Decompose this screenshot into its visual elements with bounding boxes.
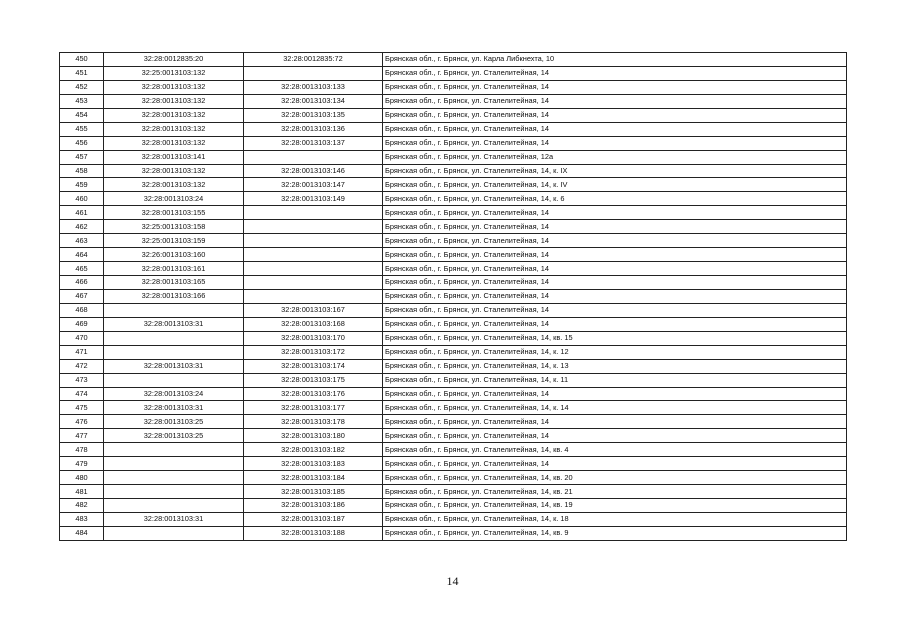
object-number-cell bbox=[244, 289, 383, 303]
address-cell: Брянская обл., г. Брянск, ул. Сталелитейная, 14, кв. 9 bbox=[383, 526, 847, 540]
address-cell: Брянская обл., г. Брянск, ул. Сталелитейная, 14 bbox=[383, 262, 847, 276]
address-cell: Брянская обл., г. Брянск, ул. Сталелитейная, 14 bbox=[383, 234, 847, 248]
table-row bbox=[60, 178, 847, 192]
address-cell: Брянская обл., г. Брянск, ул. Сталелитейная, 14, кв. 4 bbox=[383, 443, 847, 457]
table-row bbox=[60, 206, 847, 220]
object-number-cell: 32:28:0013103:186 bbox=[244, 499, 383, 513]
address-cell: Брянская обл., г. Брянск, ул. Сталелитейная, 12а bbox=[383, 150, 847, 164]
row-number-cell: 457 bbox=[60, 150, 104, 164]
object-number-cell: 32:28:0013103:172 bbox=[244, 345, 383, 359]
cadastral-number-cell: 32:28:0013103:31 bbox=[104, 512, 244, 526]
address-cell: Брянская обл., г. Брянск, ул. Сталелитейная, 14 bbox=[383, 136, 847, 150]
object-number-cell: 32:28:0013103:136 bbox=[244, 122, 383, 136]
object-number-cell: 32:28:0012835:72 bbox=[244, 53, 383, 67]
row-number-cell: 471 bbox=[60, 345, 104, 359]
table-row bbox=[60, 150, 847, 164]
table-row bbox=[60, 415, 847, 429]
table-row bbox=[60, 122, 847, 136]
object-number-cell: 32:28:0013103:185 bbox=[244, 485, 383, 499]
address-cell: Брянская обл., г. Брянск, ул. Сталелитейная, 14, к. 6 bbox=[383, 192, 847, 206]
row-number-cell: 477 bbox=[60, 429, 104, 443]
row-number-cell: 474 bbox=[60, 387, 104, 401]
table-row bbox=[60, 429, 847, 443]
table-row bbox=[60, 80, 847, 94]
row-number-cell: 476 bbox=[60, 415, 104, 429]
address-cell: Брянская обл., г. Брянск, ул. Сталелитейная, 14 bbox=[383, 289, 847, 303]
object-number-cell: 32:28:0013103:182 bbox=[244, 443, 383, 457]
table-row bbox=[60, 331, 847, 345]
cadastral-number-cell: 32:28:0013103:165 bbox=[104, 276, 244, 290]
row-number-cell: 460 bbox=[60, 192, 104, 206]
address-cell: Брянская обл., г. Брянск, ул. Сталелитейная, 14 bbox=[383, 387, 847, 401]
row-number-cell: 468 bbox=[60, 303, 104, 317]
table-row bbox=[60, 192, 847, 206]
row-number-cell: 450 bbox=[60, 53, 104, 67]
row-number-cell: 458 bbox=[60, 164, 104, 178]
table-row bbox=[60, 289, 847, 303]
row-number-cell: 470 bbox=[60, 331, 104, 345]
row-number-cell: 454 bbox=[60, 108, 104, 122]
cadastral-number-cell: 32:25:0013103:132 bbox=[104, 66, 244, 80]
cadastral-number-cell bbox=[104, 345, 244, 359]
address-cell: Брянская обл., г. Брянск, ул. Сталелитейная, 14, кв. 15 bbox=[383, 331, 847, 345]
object-number-cell: 32:28:0013103:187 bbox=[244, 512, 383, 526]
cadastral-number-cell bbox=[104, 526, 244, 540]
table-row bbox=[60, 373, 847, 387]
cadastral-number-cell: 32:28:0013103:132 bbox=[104, 136, 244, 150]
object-number-cell bbox=[244, 276, 383, 290]
table-row bbox=[60, 276, 847, 290]
object-number-cell bbox=[244, 206, 383, 220]
address-cell: Брянская обл., г. Брянск, ул. Сталелитейная, 14 bbox=[383, 66, 847, 80]
address-cell: Брянская обл., г. Брянск, ул. Сталелитейная, 14, к. IX bbox=[383, 164, 847, 178]
cadastral-number-cell bbox=[104, 331, 244, 345]
table-row bbox=[60, 66, 847, 80]
cadastral-number-cell bbox=[104, 457, 244, 471]
object-number-cell bbox=[244, 150, 383, 164]
object-number-cell: 32:28:0013103:134 bbox=[244, 94, 383, 108]
row-number-cell: 467 bbox=[60, 289, 104, 303]
address-cell: Брянская обл., г. Брянск, ул. Сталелитейная, 14, к. 13 bbox=[383, 359, 847, 373]
cadastral-number-cell: 32:28:0013103:31 bbox=[104, 317, 244, 331]
object-number-cell: 32:28:0013103:183 bbox=[244, 457, 383, 471]
row-number-cell: 465 bbox=[60, 262, 104, 276]
row-number-cell: 452 bbox=[60, 80, 104, 94]
address-cell: Брянская обл., г. Брянск, ул. Сталелитейная, 14, кв. 20 bbox=[383, 471, 847, 485]
object-number-cell bbox=[244, 220, 383, 234]
table-row bbox=[60, 499, 847, 513]
object-number-cell: 32:28:0013103:170 bbox=[244, 331, 383, 345]
cadastral-number-cell: 32:28:0013103:132 bbox=[104, 80, 244, 94]
table-row bbox=[60, 220, 847, 234]
cadastral-number-cell bbox=[104, 485, 244, 499]
object-number-cell bbox=[244, 248, 383, 262]
row-number-cell: 481 bbox=[60, 485, 104, 499]
cadastral-number-cell: 32:25:0013103:159 bbox=[104, 234, 244, 248]
object-number-cell: 32:28:0013103:133 bbox=[244, 80, 383, 94]
cadastral-number-cell bbox=[104, 303, 244, 317]
table-row bbox=[60, 262, 847, 276]
object-number-cell: 32:28:0013103:176 bbox=[244, 387, 383, 401]
row-number-cell: 479 bbox=[60, 457, 104, 471]
row-number-cell: 475 bbox=[60, 401, 104, 415]
address-cell: Брянская обл., г. Брянск, ул. Сталелитейная, 14, к. 14 bbox=[383, 401, 847, 415]
object-number-cell: 32:28:0013103:180 bbox=[244, 429, 383, 443]
address-cell: Брянская обл., г. Брянск, ул. Сталелитейная, 14, кв. 21 bbox=[383, 485, 847, 499]
address-cell: Брянская обл., г. Брянск, ул. Сталелитейная, 14 bbox=[383, 317, 847, 331]
table-row bbox=[60, 512, 847, 526]
row-number-cell: 484 bbox=[60, 526, 104, 540]
cadastral-number-cell: 32:28:0013103:155 bbox=[104, 206, 244, 220]
cadastral-number-cell: 32:28:0013103:132 bbox=[104, 94, 244, 108]
table-row bbox=[60, 303, 847, 317]
address-cell: Брянская обл., г. Брянск, ул. Сталелитейная, 14 bbox=[383, 122, 847, 136]
table-row bbox=[60, 457, 847, 471]
table-row bbox=[60, 136, 847, 150]
cadastral-table bbox=[59, 52, 847, 541]
address-cell: Брянская обл., г. Брянск, ул. Сталелитейная, 14, к. 18 bbox=[383, 512, 847, 526]
address-cell: Брянская обл., г. Брянск, ул. Сталелитейная, 14 bbox=[383, 94, 847, 108]
object-number-cell: 32:28:0013103:167 bbox=[244, 303, 383, 317]
cadastral-number-cell: 32:28:0013103:161 bbox=[104, 262, 244, 276]
object-number-cell bbox=[244, 66, 383, 80]
table-row bbox=[60, 317, 847, 331]
object-number-cell: 32:28:0013103:135 bbox=[244, 108, 383, 122]
address-cell: Брянская обл., г. Брянск, ул. Сталелитейная, 14 bbox=[383, 108, 847, 122]
row-number-cell: 462 bbox=[60, 220, 104, 234]
row-number-cell: 453 bbox=[60, 94, 104, 108]
address-cell: Брянская обл., г. Брянск, ул. Сталелитейная, 14, к. 11 bbox=[383, 373, 847, 387]
cadastral-number-cell: 32:28:0013103:132 bbox=[104, 122, 244, 136]
address-cell: Брянская обл., г. Брянск, ул. Сталелитейная, 14 bbox=[383, 415, 847, 429]
address-cell: Брянская обл., г. Брянск, ул. Сталелитейная, 14 bbox=[383, 206, 847, 220]
address-cell: Брянская обл., г. Брянск, ул. Сталелитейная, 14 bbox=[383, 429, 847, 443]
address-cell: Брянская обл., г. Брянск, ул. Сталелитейная, 14 bbox=[383, 303, 847, 317]
cadastral-number-cell: 32:28:0013103:25 bbox=[104, 415, 244, 429]
table-row bbox=[60, 471, 847, 485]
cadastral-number-cell: 32:28:0013103:132 bbox=[104, 178, 244, 192]
address-cell: Брянская обл., г. Брянск, ул. Сталелитейная, 14 bbox=[383, 220, 847, 234]
cadastral-number-cell: 32:25:0013103:158 bbox=[104, 220, 244, 234]
row-number-cell: 472 bbox=[60, 359, 104, 373]
row-number-cell: 482 bbox=[60, 499, 104, 513]
object-number-cell: 32:28:0013103:175 bbox=[244, 373, 383, 387]
object-number-cell: 32:28:0013103:177 bbox=[244, 401, 383, 415]
cadastral-number-cell: 32:28:0013103:31 bbox=[104, 401, 244, 415]
table-row bbox=[60, 345, 847, 359]
object-number-cell: 32:28:0013103:137 bbox=[244, 136, 383, 150]
object-number-cell bbox=[244, 234, 383, 248]
row-number-cell: 473 bbox=[60, 373, 104, 387]
address-cell: Брянская обл., г. Брянск, ул. Сталелитейная, 14 bbox=[383, 276, 847, 290]
cadastral-number-cell bbox=[104, 471, 244, 485]
cadastral-number-cell bbox=[104, 373, 244, 387]
cadastral-number-cell: 32:26:0013103:160 bbox=[104, 248, 244, 262]
object-number-cell: 32:28:0013103:188 bbox=[244, 526, 383, 540]
table-row bbox=[60, 485, 847, 499]
address-cell: Брянская обл., г. Брянск, ул. Сталелитейная, 14 bbox=[383, 80, 847, 94]
row-number-cell: 464 bbox=[60, 248, 104, 262]
table-row bbox=[60, 164, 847, 178]
cadastral-number-cell: 32:28:0013103:31 bbox=[104, 359, 244, 373]
row-number-cell: 456 bbox=[60, 136, 104, 150]
address-cell: Брянская обл., г. Брянск, ул. Сталелитейная, 14, к. 12 bbox=[383, 345, 847, 359]
cadastral-number-cell: 32:28:0013103:25 bbox=[104, 429, 244, 443]
address-cell: Брянская обл., г. Брянск, ул. Сталелитейная, 14, кв. 19 bbox=[383, 499, 847, 513]
row-number-cell: 463 bbox=[60, 234, 104, 248]
table-row bbox=[60, 94, 847, 108]
object-number-cell: 32:28:0013103:149 bbox=[244, 192, 383, 206]
row-number-cell: 469 bbox=[60, 317, 104, 331]
row-number-cell: 455 bbox=[60, 122, 104, 136]
row-number-cell: 461 bbox=[60, 206, 104, 220]
address-cell: Брянская обл., г. Брянск, ул. Сталелитейная, 14 bbox=[383, 457, 847, 471]
row-number-cell: 459 bbox=[60, 178, 104, 192]
object-number-cell bbox=[244, 262, 383, 276]
address-cell: Брянская обл., г. Брянск, ул. Сталелитейная, 14, к. IV bbox=[383, 178, 847, 192]
table-row bbox=[60, 248, 847, 262]
row-number-cell: 483 bbox=[60, 512, 104, 526]
cadastral-number-cell: 32:28:0013103:166 bbox=[104, 289, 244, 303]
row-number-cell: 478 bbox=[60, 443, 104, 457]
cadastral-number-cell: 32:28:0013103:132 bbox=[104, 164, 244, 178]
cadastral-number-cell: 32:28:0013103:24 bbox=[104, 387, 244, 401]
table-row bbox=[60, 359, 847, 373]
table-row bbox=[60, 53, 847, 67]
cadastral-number-cell bbox=[104, 443, 244, 457]
object-number-cell: 32:28:0013103:168 bbox=[244, 317, 383, 331]
row-number-cell: 480 bbox=[60, 471, 104, 485]
address-cell: Брянская обл., г. Брянск, ул. Карла Либкнехта, 10 bbox=[383, 53, 847, 67]
row-number-cell: 451 bbox=[60, 66, 104, 80]
table-body bbox=[60, 53, 847, 541]
address-cell: Брянская обл., г. Брянск, ул. Сталелитейная, 14 bbox=[383, 248, 847, 262]
page-number: 14 bbox=[446, 574, 459, 588]
object-number-cell: 32:28:0013103:184 bbox=[244, 471, 383, 485]
table-row bbox=[60, 108, 847, 122]
cadastral-number-cell bbox=[104, 499, 244, 513]
row-number-cell: 466 bbox=[60, 276, 104, 290]
cadastral-number-cell: 32:28:0013103:24 bbox=[104, 192, 244, 206]
table-row bbox=[60, 526, 847, 540]
object-number-cell: 32:28:0013103:147 bbox=[244, 178, 383, 192]
object-number-cell: 32:28:0013103:178 bbox=[244, 415, 383, 429]
table-row bbox=[60, 443, 847, 457]
cadastral-number-cell: 32:28:0013103:141 bbox=[104, 150, 244, 164]
object-number-cell: 32:28:0013103:174 bbox=[244, 359, 383, 373]
table-row bbox=[60, 401, 847, 415]
cadastral-number-cell: 32:28:0013103:132 bbox=[104, 108, 244, 122]
object-number-cell: 32:28:0013103:146 bbox=[244, 164, 383, 178]
table-row bbox=[60, 387, 847, 401]
table-row bbox=[60, 234, 847, 248]
cadastral-number-cell: 32:28:0012835:20 bbox=[104, 53, 244, 67]
